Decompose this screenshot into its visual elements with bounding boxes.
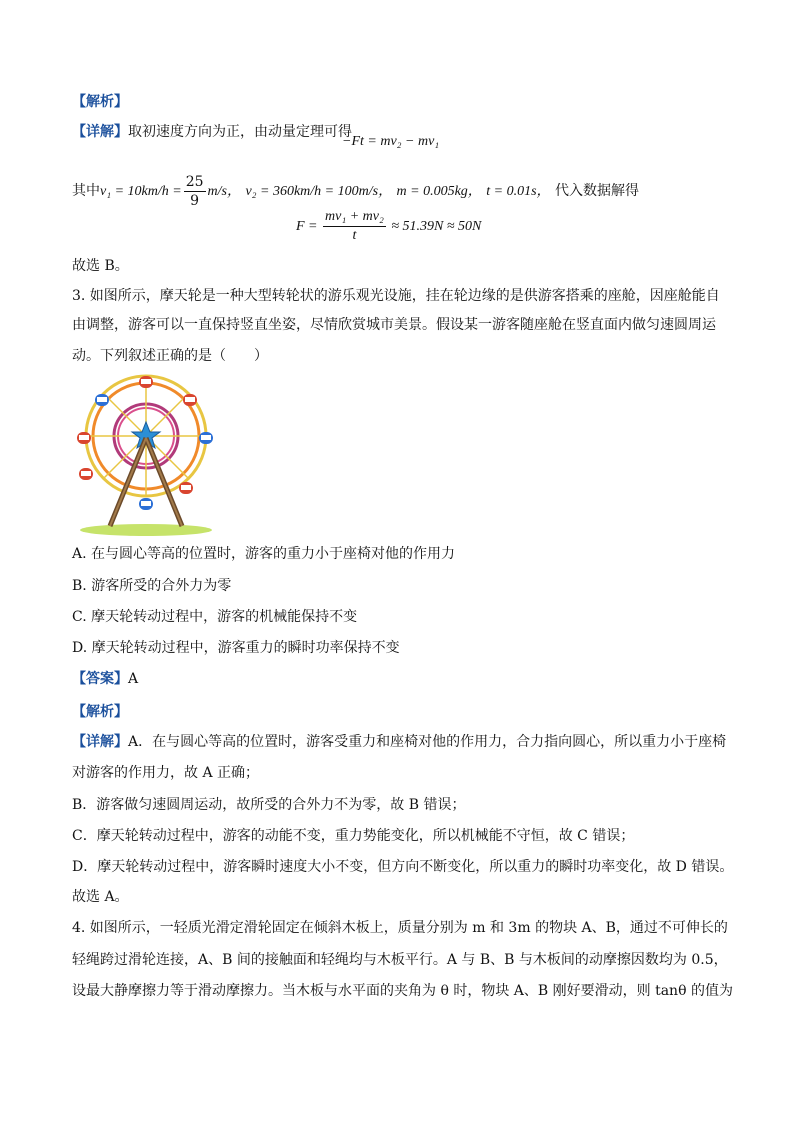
v1-fraction bbox=[184, 173, 206, 210]
force-numerator: mv₁ + mv₂ bbox=[323, 208, 386, 227]
fraction-denominator: 9 bbox=[190, 192, 200, 209]
q3-option-a: A. 在与圆心等高的位置时，游客的重力小于座椅对他的作用力 bbox=[72, 546, 456, 562]
q3-detail-b: B．游客做匀速圆周运动，故所受的合外力不为零，故 B 错误； bbox=[72, 797, 466, 813]
detail-tag: 【详解】 bbox=[72, 734, 128, 750]
answer-value: A bbox=[128, 671, 139, 687]
given-prefix: 其中 bbox=[72, 183, 100, 199]
given-suffix: 代入数据解得 bbox=[555, 183, 640, 199]
given-values-line bbox=[72, 172, 639, 210]
q3-option-b: B. 游客所受的合外力为零 bbox=[72, 578, 232, 594]
given-v1: v₁ = 10km/h = bbox=[100, 184, 182, 199]
ferris-wheel-illustration bbox=[72, 372, 220, 538]
detail-a-text: A．在与圆心等高的位置时，游客受重力和座椅对他的作用力，合力指向圆心，所以重力小于座椅 bbox=[128, 734, 727, 750]
q4-stem-line-3: 设最大静摩擦力等于滑动摩擦力。当木板与水平面的夹角为 θ 时，物块 A、B 刚好要滑动，则 tanθ 的值为 bbox=[72, 983, 733, 999]
q3-answer bbox=[72, 669, 138, 689]
q4-stem-line-1: 4. 如图所示，一轻质光滑定滑轮固定在倾斜木板上，质量分别为 m 和 3m 的物块 A、B，通过不可伸长的 bbox=[72, 920, 728, 936]
q3-detail-a-line-2: 对游客的作用力，故 A 正确； bbox=[72, 765, 260, 781]
q3-analysis-heading: 【解析】 bbox=[72, 704, 128, 720]
q3-detail-a-line-1 bbox=[72, 732, 726, 752]
given-v2: v₂ = 360km/h = 100m/s， bbox=[245, 184, 393, 199]
detail-tag: 【详解】 bbox=[72, 124, 128, 140]
force-equation bbox=[296, 208, 481, 246]
q3-option-c: C. 摩天轮转动过程中，游客的机械能保持不变 bbox=[72, 609, 358, 625]
q4-stem-line-2: 轻绳跨过滑轮连接，A、B 间的接触面和轻绳均与木板平行。A 与 B、B 与木板间的动摩擦因数均为 0.5， bbox=[72, 952, 728, 968]
detail-text: 取初速度方向为正，由动量定理可得 bbox=[128, 124, 352, 140]
force-fraction bbox=[323, 208, 386, 245]
force-lhs: F = bbox=[296, 219, 318, 234]
q3-detail-d: D．摩天轮转动过程中，游客瞬时速度大小不变，但方向不断变化，所以重力的瞬时功率变化，故 D 错误。 bbox=[72, 859, 734, 875]
given-v1-unit: m/s， bbox=[207, 184, 241, 199]
given-t: t = 0.01s， bbox=[486, 184, 551, 199]
momentum-equation: −Ft = mv₂ − mv₁ bbox=[342, 134, 440, 149]
analysis-heading: 【解析】 bbox=[72, 94, 128, 110]
q3-stem-line-3: 动。下列叙述正确的是（ ） bbox=[72, 348, 268, 364]
force-denominator: t bbox=[352, 228, 357, 244]
ferris-wheel-svg bbox=[72, 372, 220, 538]
q3-option-d: D. 摩天轮转动过程中，游客重力的瞬时功率保持不变 bbox=[72, 640, 400, 656]
given-m: m = 0.005kg， bbox=[396, 184, 482, 199]
q3-choose: 故选 A。 bbox=[72, 889, 129, 905]
answer-tag: 【答案】 bbox=[72, 671, 128, 687]
q3-stem-line-2: 由调整，游客可以一直保持竖直坐姿，尽情欣赏城市美景。假设某一游客随座舱在竖直面内做匀速圆周运 bbox=[72, 317, 716, 333]
fraction-numerator: 25 bbox=[185, 173, 204, 190]
force-rhs: ≈ 51.39N ≈ 50N bbox=[391, 219, 482, 234]
choose-b: 故选 B。 bbox=[72, 258, 129, 274]
q3-stem-line-1: 3. 如图所示，摩天轮是一种大型转轮状的游乐观光设施，挂在轮边缘的是供游客搭乘的座舱，因座舱能自 bbox=[72, 288, 720, 304]
q3-detail-c: C．摩天轮转动过程中，游客的动能不变，重力势能变化，所以机械能不守恒，故 C 错误； bbox=[72, 828, 635, 844]
detail-line bbox=[72, 122, 352, 142]
